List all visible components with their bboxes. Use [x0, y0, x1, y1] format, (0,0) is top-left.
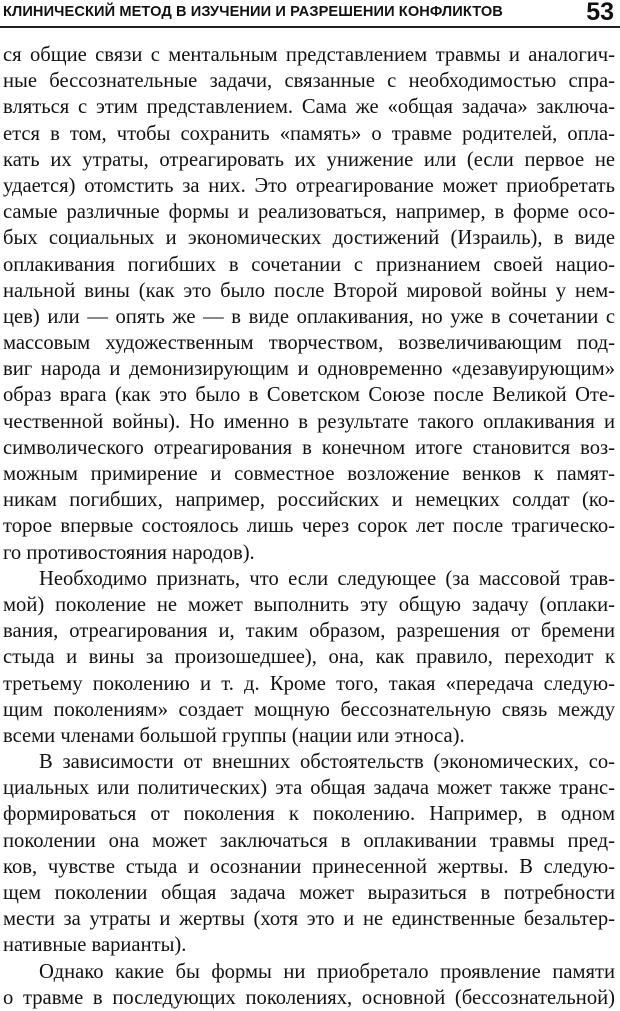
text-line: щем поколении общая задача может выразиться в потребности: [3, 882, 615, 904]
text-line: бых социальных и экономических достижений (Израиль), в виде: [3, 227, 615, 250]
text-line: ков, чувстве стыда и осознании принесенной жертвы. В следую-: [3, 855, 615, 878]
text-line: можным примирение и совместное возложение венков к памят-: [3, 463, 615, 485]
text-line: удается) отомстить за них. Это отреагирование может приобретать: [3, 174, 615, 197]
text-line: ные бессознательные задачи, связанные с необходимостью спра-: [3, 70, 615, 93]
text-line: ется в том, чтобы сохранить «память» о травме родителей, опла-: [3, 122, 615, 145]
text-line: мести за утраты и жертвы (хотя это и не единственные безальтер-: [3, 908, 615, 931]
text-line: оплакивания погибших в сочетании с признанием своей нацио-: [3, 253, 615, 276]
text-line: нальной вины (как это было после Второй мировой войны у нем-: [3, 279, 615, 302]
page-number: 53: [586, 0, 614, 26]
paragraph-first-line: В зависимости от внешних обстоятельств (экономических, со-: [39, 751, 615, 774]
text-line: го противостояния народов).: [3, 541, 255, 564]
text-line: массовым художественным творчеством, возвеличивающим под-: [3, 332, 615, 355]
text-line: самые различные формы и реализоваться, например, в форме осо-: [3, 201, 615, 224]
text-line: символического отреагирования в конечном итоге становится воз-: [3, 436, 615, 459]
text-line: третьему поколению и т. д. Кроме того, такая «передача следую-: [3, 672, 615, 695]
text-line: чественной войны). Но именно в результате такого оплакивания и: [3, 410, 615, 433]
text-line: кать их утраты, отреагировать их унижение или (если первое не: [3, 148, 615, 171]
running-title: КЛИНИЧЕСКИЙ МЕТОД В ИЗУЧЕНИИ И РАЗРЕШЕНИИ КОНФЛИКТОВ: [3, 4, 503, 20]
body-text: [3, 42, 615, 1011]
text-line: нативные варианты).: [3, 934, 187, 957]
text-line: мой) поколение не может выполнить эту общую задачу (оплаки-: [3, 593, 615, 616]
text-line: формироваться от поколения к поколению. Например, в одном: [3, 803, 615, 826]
text-line: виг народа и демонизирующим и одновременно «дезавуирующим»: [3, 358, 615, 381]
paragraph-first-line: Необходимо признать, что если следующее (за массовой трав-: [39, 567, 615, 590]
text-line: вания, отреагирования и, таким образом, разрешения от бремени: [3, 620, 615, 643]
text-line: щим поколениям» создает мощную бессознательную связь между: [3, 698, 615, 721]
text-line: торое впервые состоялось лишь через сорок лет после трагическо-: [3, 515, 615, 538]
text-line: о травме в последующих поколениях, основной (бессознательной): [3, 986, 615, 1009]
paragraph-first-line: Однако какие бы формы ни приобретало проявление памяти: [39, 960, 615, 983]
text-line: вляться с этим представлением. Сама же «общая задача» заключа-: [3, 96, 615, 119]
text-line: поколении она может заключаться в оплакивании травмы пред-: [3, 829, 615, 852]
header-rule: [0, 26, 620, 28]
text-line: ся общие связи с ментальным представлением травмы и аналогич-: [3, 44, 615, 66]
running-header: [0, 0, 620, 34]
text-line: цев) или — опять же — в виде оплакивания, но уже в сочетании с: [3, 305, 615, 328]
text-line: образ врага (как это было в Советском Союзе после Великой Оте-: [3, 384, 615, 407]
text-line: стыда и вины за произошедшее), она, как правило, переходит к: [3, 646, 615, 669]
text-line: всеми членами большой группы (нации или этноса).: [3, 724, 465, 747]
text-line: циальных или политических) эта общая задача может также транс-: [3, 777, 615, 800]
text-line: никам погибших, например, российских и немецких солдат (ко-: [3, 489, 615, 512]
